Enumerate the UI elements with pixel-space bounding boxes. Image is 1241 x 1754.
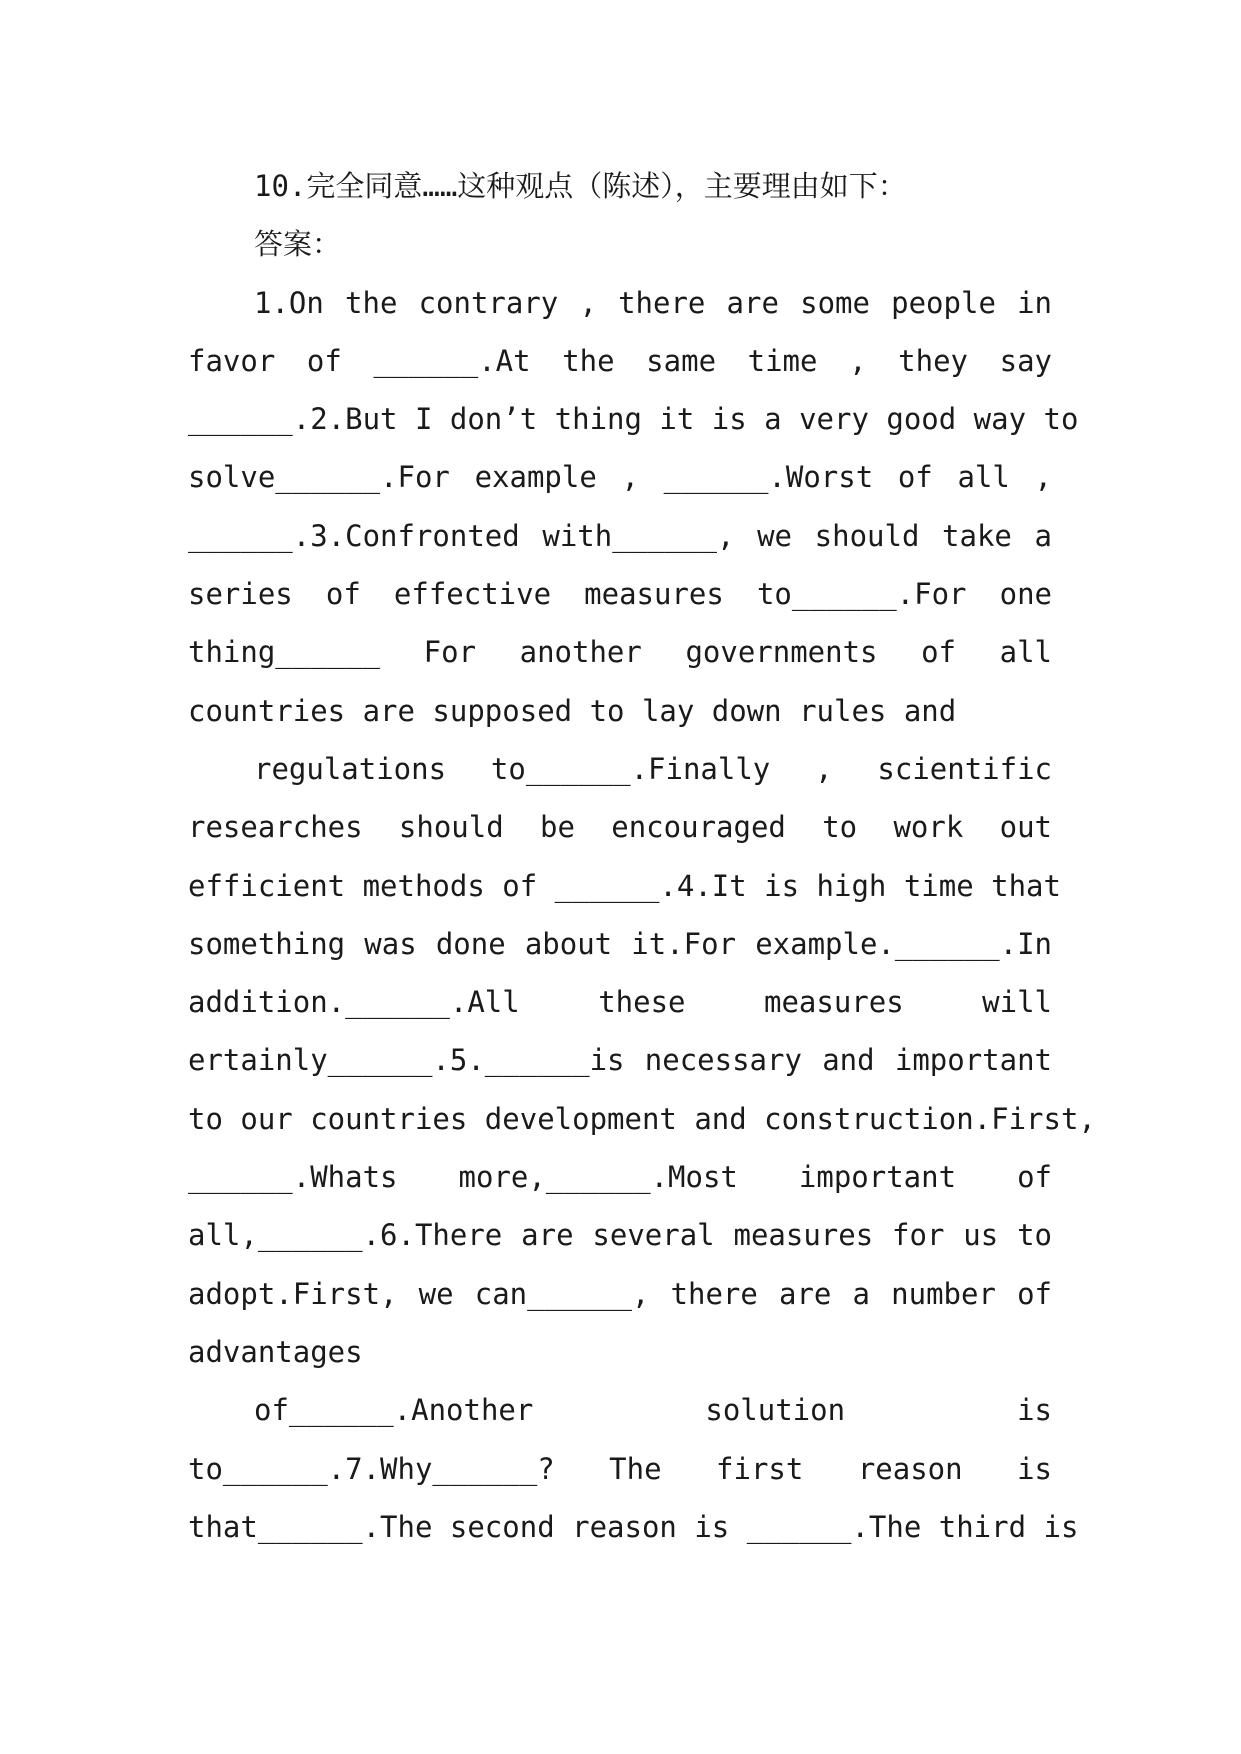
text-line: 答案：	[254, 227, 342, 262]
text-line: ______.Whats more,______.Most important of	[188, 1160, 1052, 1195]
text-line: addition.______.All these measures will	[188, 985, 1052, 1020]
text-line: solve______.For example , ______.Worst of all ,	[188, 460, 1052, 495]
text-line: countries are supposed to lay down rules and	[188, 693, 957, 728]
text-line: all,______.6.There are several measures for us to	[188, 1218, 1052, 1253]
text-line: favor of ______.At the same time , they say	[188, 343, 1052, 378]
text-line: to______.7.Why______? The first reason is	[188, 1451, 1052, 1486]
document-body	[188, 157, 1096, 1556]
text-line: to our countries development and construction.First,	[188, 1101, 1096, 1136]
text-line: thing______ For another governments of all	[188, 635, 1052, 670]
text-line: 1.On the contrary , there are some people in	[254, 285, 1052, 320]
text-line: efficient methods of ______.4.It is high time that	[188, 868, 1061, 903]
text-line: researches should be encouraged to work out	[188, 810, 1052, 845]
text-line: ______.2.But I don’t thing it is a very good way to	[188, 402, 1079, 437]
text-line: ______.3.Confronted with______, we should take a	[188, 518, 1052, 553]
text-line: of______.Another solution is	[254, 1393, 1052, 1428]
text-line: series of effective measures to______.For one	[188, 577, 1052, 612]
text-line: that______.The second reason is ______.The third is	[188, 1509, 1079, 1544]
text-line: regulations to______.Finally , scientific	[254, 751, 1052, 786]
text-line: adopt.First, we can______, there are a number of	[188, 1276, 1052, 1311]
text-line: 10.完全同意……这种观点（陈述），主要理由如下：	[254, 169, 907, 203]
text-line: ertainly______.5.______is necessary and important	[188, 1043, 1052, 1078]
text-line: advantages	[188, 1334, 363, 1369]
text-line: something was done about it.For example.______.In	[188, 926, 1052, 961]
